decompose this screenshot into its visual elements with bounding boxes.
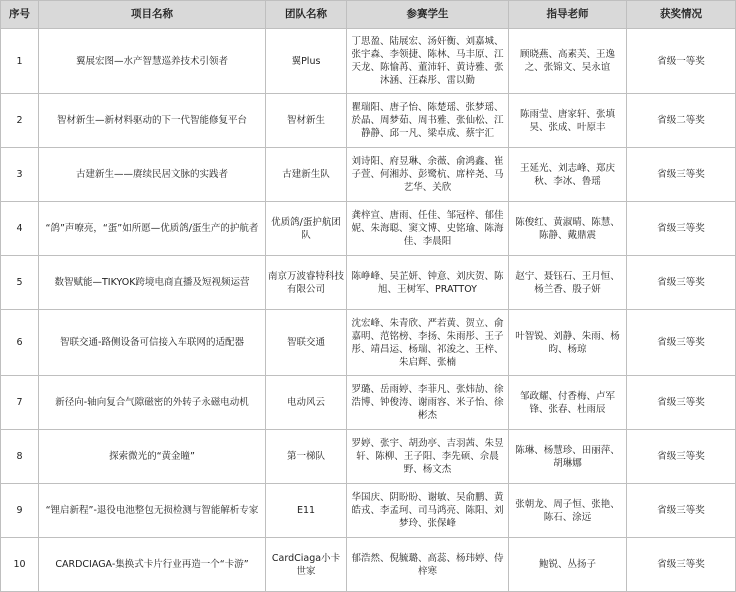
cell-project: 古建新生——赓续民居文脉的实践者 xyxy=(39,148,266,202)
cell-no: 2 xyxy=(1,94,39,148)
cell-award: 省级三等奖 xyxy=(627,538,736,592)
cell-award: 省级三等奖 xyxy=(627,148,736,202)
cell-award: 省级三等奖 xyxy=(627,430,736,484)
cell-no: 6 xyxy=(1,310,39,376)
cell-project: 新径向-轴向复合气隙磁密的外转子永磁电动机 xyxy=(39,376,266,430)
cell-project: “鸽”声嘹亮，“蛋”如所愿—优质鸽/蛋生产的护航者 xyxy=(39,202,266,256)
cell-team: E11 xyxy=(266,484,347,538)
cell-award: 省级一等奖 xyxy=(627,29,736,94)
cell-no: 9 xyxy=(1,484,39,538)
header-no: 序号 xyxy=(1,1,39,29)
cell-project: 智联交通-路侧设备可信接入车联网的适配器 xyxy=(39,310,266,376)
cell-award: 省级三等奖 xyxy=(627,256,736,310)
cell-no: 5 xyxy=(1,256,39,310)
cell-teachers: 陈俊红、黄淑晴、陈慧、陈静、戴鼎震 xyxy=(509,202,627,256)
cell-students: 陈峥峰、吴芷妍、钟意、刘庆贺、陈旭、王树军、PRATTOY xyxy=(347,256,509,310)
cell-team: 古建新生队 xyxy=(266,148,347,202)
table-row xyxy=(1,202,736,256)
table-row xyxy=(1,484,736,538)
cell-project: 智材新生—新材料驱动的下一代智能修复平台 xyxy=(39,94,266,148)
cell-teachers: 鲍锐、丛扬子 xyxy=(509,538,627,592)
table-row xyxy=(1,538,736,592)
cell-teachers: 顾晓燕、高素芙、王逸之、张锦文、吴永谊 xyxy=(509,29,627,94)
cell-team: 优质鸽/蛋护航团队 xyxy=(266,202,347,256)
header-teachers: 指导老师 xyxy=(509,1,627,29)
cell-project: 翼展宏图—水产智慧巡养技术引领者 xyxy=(39,29,266,94)
cell-award: 省级三等奖 xyxy=(627,202,736,256)
cell-project: 数智赋能—TIKYOK跨境电商直播及短视频运营 xyxy=(39,256,266,310)
cell-no: 8 xyxy=(1,430,39,484)
cell-team: CardCiaga小卡世家 xyxy=(266,538,347,592)
cell-no: 7 xyxy=(1,376,39,430)
cell-no: 3 xyxy=(1,148,39,202)
header-team: 团队名称 xyxy=(266,1,347,29)
cell-teachers: 叶智锐、刘静、朱雨、杨昀、杨琼 xyxy=(509,310,627,376)
cell-project: CARDCIAGA-集换式卡片行业再造一个“卡游” xyxy=(39,538,266,592)
cell-students: 沈宏峰、朱青欣、严若黄、贺立、俞嘉明、范铭榜、李扬、朱雨彤、王子彤、靖昌运、杨瑞、祁浚之、王梓、朱启辉、张楠 xyxy=(347,310,509,376)
cell-students: 罗婷、张宇、胡劲亭、吉羽茜、朱昱轩、陈柳、王子阳、李先硕、佘晨野、杨文杰 xyxy=(347,430,509,484)
cell-teachers: 陈雨莹、唐家轩、张填昊、张成、叶原丰 xyxy=(509,94,627,148)
cell-students: 华国庆、阴盼盼、谢敏、吴俞鹏、黄皓戎、李孟珂、司马鸿亮、陈阳、刘梦玲、张保峰 xyxy=(347,484,509,538)
cell-teachers: 张朝龙、周子恒、张艳、陈石、涂远 xyxy=(509,484,627,538)
table-row xyxy=(1,376,736,430)
cell-students: 丁思盈、陆展宏、汤奸衡、刘嘉城、张宇森、李领捷、陈林、马丰原、江天龙、陈愉苒、董沛轩、黄诗雅、张沐涵、汪森彤、雷以勤 xyxy=(347,29,509,94)
cell-team: 南京万波睿特科技有限公司 xyxy=(266,256,347,310)
table-row xyxy=(1,430,736,484)
cell-team: 智材新生 xyxy=(266,94,347,148)
cell-teachers: 邹政耀、付香梅、卢军锋、张春、杜雨辰 xyxy=(509,376,627,430)
cell-students: 龚梓宣、唐雨、任佳、邹冠梓、郁佳妮、朱海聪、窦文博、史铭瑜、陈海佳、李晨阳 xyxy=(347,202,509,256)
cell-students: 瞿瑞阳、唐子怡、陈楚瑶、张梦瑶、於晶、周梦茹、周书雅、张仙松、江静静、邱一凡、梁卓成、蔡宇汇 xyxy=(347,94,509,148)
cell-project: 探索微光的“黄金瞳” xyxy=(39,430,266,484)
cell-team: 智联交通 xyxy=(266,310,347,376)
cell-award: 省级二等奖 xyxy=(627,94,736,148)
cell-students: 郁浩然、倪毓璐、高蕊、杨玮婷、侍梓寒 xyxy=(347,538,509,592)
header-award: 获奖情况 xyxy=(627,1,736,29)
header-row xyxy=(1,1,736,29)
table-row xyxy=(1,310,736,376)
cell-project: “锂启新程”-退役电池整包无损检测与智能解析专家 xyxy=(39,484,266,538)
table-row xyxy=(1,256,736,310)
cell-no: 10 xyxy=(1,538,39,592)
cell-no: 4 xyxy=(1,202,39,256)
header-students: 参赛学生 xyxy=(347,1,509,29)
table-row xyxy=(1,29,736,94)
table-row xyxy=(1,148,736,202)
header-project: 项目名称 xyxy=(39,1,266,29)
cell-award: 省级三等奖 xyxy=(627,310,736,376)
cell-teachers: 赵宁、聂钰石、王月恒、杨兰香、殷子妍 xyxy=(509,256,627,310)
cell-award: 省级三等奖 xyxy=(627,376,736,430)
cell-teachers: 陈琳、杨慧珍、田丽萍、胡琳娜 xyxy=(509,430,627,484)
cell-teachers: 王延光、刘志峰、郑庆秋、李冰、鲁瑶 xyxy=(509,148,627,202)
cell-students: 刘诗阳、府昱琳、余薇、俞鸿鑫、崔子萱、何湘苏、彭鹭杭、席梓尧、马艺华、关欣 xyxy=(347,148,509,202)
cell-team: 翼Plus xyxy=(266,29,347,94)
cell-no: 1 xyxy=(1,29,39,94)
cell-award: 省级三等奖 xyxy=(627,484,736,538)
cell-team: 第一梯队 xyxy=(266,430,347,484)
cell-team: 电动风云 xyxy=(266,376,347,430)
cell-students: 罗璐、岳雨婷、李菲凡、张炜劼、徐浩博、钟俊涛、谢雨容、米子怡、徐彬杰 xyxy=(347,376,509,430)
table-row xyxy=(1,94,736,148)
